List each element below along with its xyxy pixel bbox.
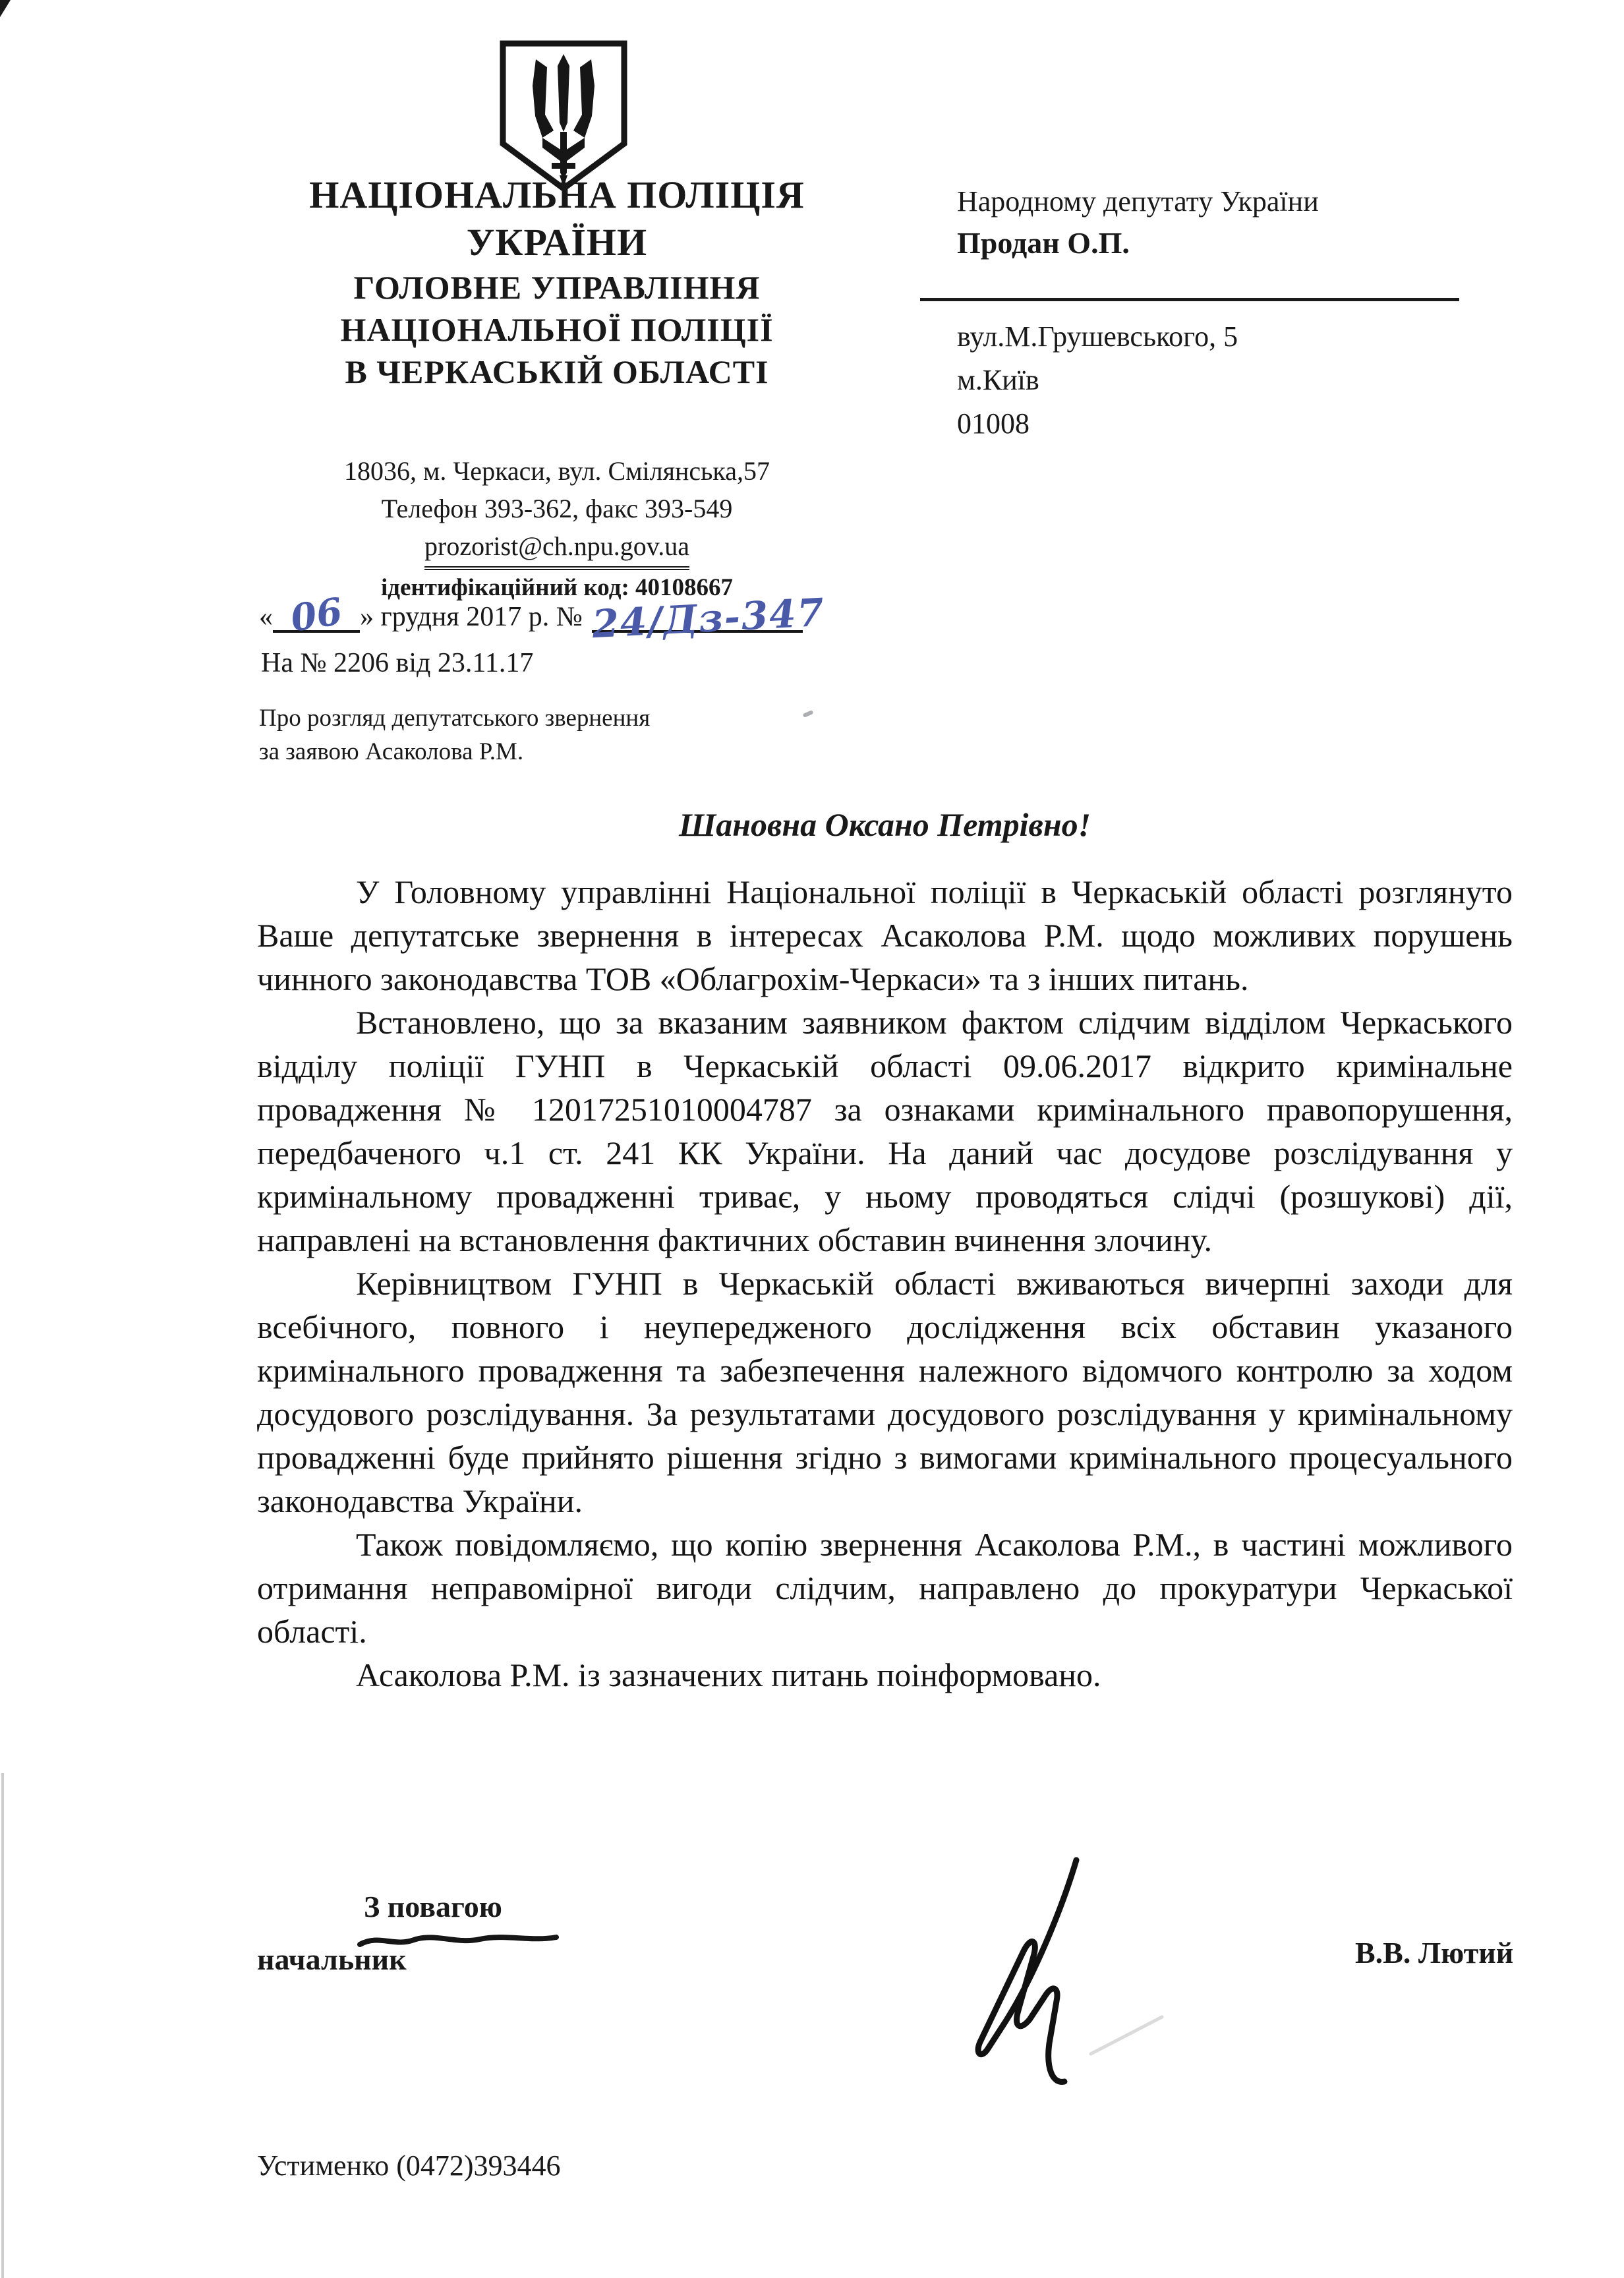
org-phone: Телефон 393-362, факс 393-549 xyxy=(381,494,733,523)
org-email xyxy=(221,527,893,570)
org-name-line1: НАЦІОНАЛЬНА ПОЛІЦІЯ xyxy=(309,173,805,216)
date-day-slot xyxy=(273,589,360,641)
subject-block xyxy=(259,701,852,769)
closing-phrase: З повагою xyxy=(364,1890,502,1923)
body-paragraph-2: Встановлено, що за вказаним заявником фактом слідчим відділом Черкаського відділу поліції ГУНП в Черкаській області 09.06.2017 відкрито кримінальне провадження № 12017251010004787 за ознаками кримінального правопорушення, передбаченого ч.1 ст. 241 КК України. На даний час досудове розслідування у кримінальному провадженні триває, у ньому проводяться слідчі (розшукові) дії, направлені на встановлення фактичних обставин вчинення злочину. xyxy=(257,1004,1513,1258)
recipient-city: м.Київ xyxy=(957,364,1039,396)
subject-line1: Про розгляд депутатського звернення xyxy=(259,705,651,732)
doc-number-slot xyxy=(591,589,826,647)
executor-contact: Устименко (0472)393446 xyxy=(257,2149,561,2182)
date-rest: » грудня 2017 р. № xyxy=(360,602,583,632)
org-id-code: ідентифікаційний код: 40108667 xyxy=(380,574,734,601)
recipient-name: Продан О.П. xyxy=(957,226,1130,260)
recipient-role: Народному депутату України xyxy=(957,185,1319,218)
body-paragraph-1: У Головному управлінні Національної поліції в Черкаській області розглянуто Ваше депутатське звернення в інтересах Асаколова Р.М. щодо можливих порушень чинного законодавства ТОВ «Облагрохім-Черкаси» та з інших питань. xyxy=(257,873,1513,997)
recipient-block xyxy=(957,182,1511,265)
letterhead-contact-block xyxy=(221,452,893,606)
body-paragraph-5: Асаколова Р.М. із зазначених питань поінформовано. xyxy=(356,1656,1101,1693)
body-paragraph-4: Також повідомляємо, що копію звернення Асаколова Р.М., в частині можливого отримання неправомірної вигоди слідчим, направлено до прокуратури Черкаської області. xyxy=(257,1526,1513,1650)
org-address: 18036, м. Черкаси, вул. Смілянська,57 xyxy=(344,456,770,486)
org-name-line5: В ЧЕРКАСЬКІЙ ОБЛАСТІ xyxy=(345,353,769,390)
recipient-divider-line xyxy=(920,298,1459,301)
signer-title: начальник xyxy=(257,1942,407,1976)
org-name-line3: ГОЛОВНЕ УПРАВЛІННЯ xyxy=(353,269,761,306)
recipient-postcode: 01008 xyxy=(957,407,1030,440)
letterhead-org-block xyxy=(221,171,893,393)
salutation: Шановна Оксано Петрівно! xyxy=(678,806,1091,843)
org-name-line2: УКРАЇНИ xyxy=(466,221,648,264)
scan-edge-artifact xyxy=(1,1773,4,2278)
date-quote-open: « xyxy=(259,602,273,632)
reference-line: На № 2206 від 23.11.17 xyxy=(261,648,534,678)
handwritten-day: 06 xyxy=(287,589,345,641)
org-email-text: prozorist@ch.npu.gov.ua xyxy=(424,527,689,570)
ukraine-trident-icon xyxy=(496,38,631,194)
handwritten-signature xyxy=(814,1854,1170,2091)
org-name-line4: НАЦІОНАЛЬНОЇ ПОЛІЦІЇ xyxy=(340,311,774,348)
body-paragraph-3: Керівництвом ГУНП в Черкаській області вживаються вичерпні заходи для всебічного, повного і неупередженого дослідження всіх обставин указаного кримінального провадження та забезпечення належного відомчого контролю за ходом досудового розслідування. За результатами досудового розслідування у кримінальному провадженні буде прийнято рішення згідно з вимогами кримінального процесуального законодавства України. xyxy=(257,1265,1513,1519)
signer-name: В.В. Лютий xyxy=(1355,1936,1514,1970)
date-number-row xyxy=(259,589,984,649)
recipient-street: вул.М.Грушевського, 5 xyxy=(957,320,1238,353)
subject-line2: за заявою Асаколова Р.М. xyxy=(259,738,524,765)
letter-body xyxy=(257,870,1513,1697)
handwritten-doc-number: 24/Дз-347 xyxy=(591,589,826,647)
recipient-address-block xyxy=(957,315,1511,446)
scan-corner-artifact xyxy=(0,0,11,17)
